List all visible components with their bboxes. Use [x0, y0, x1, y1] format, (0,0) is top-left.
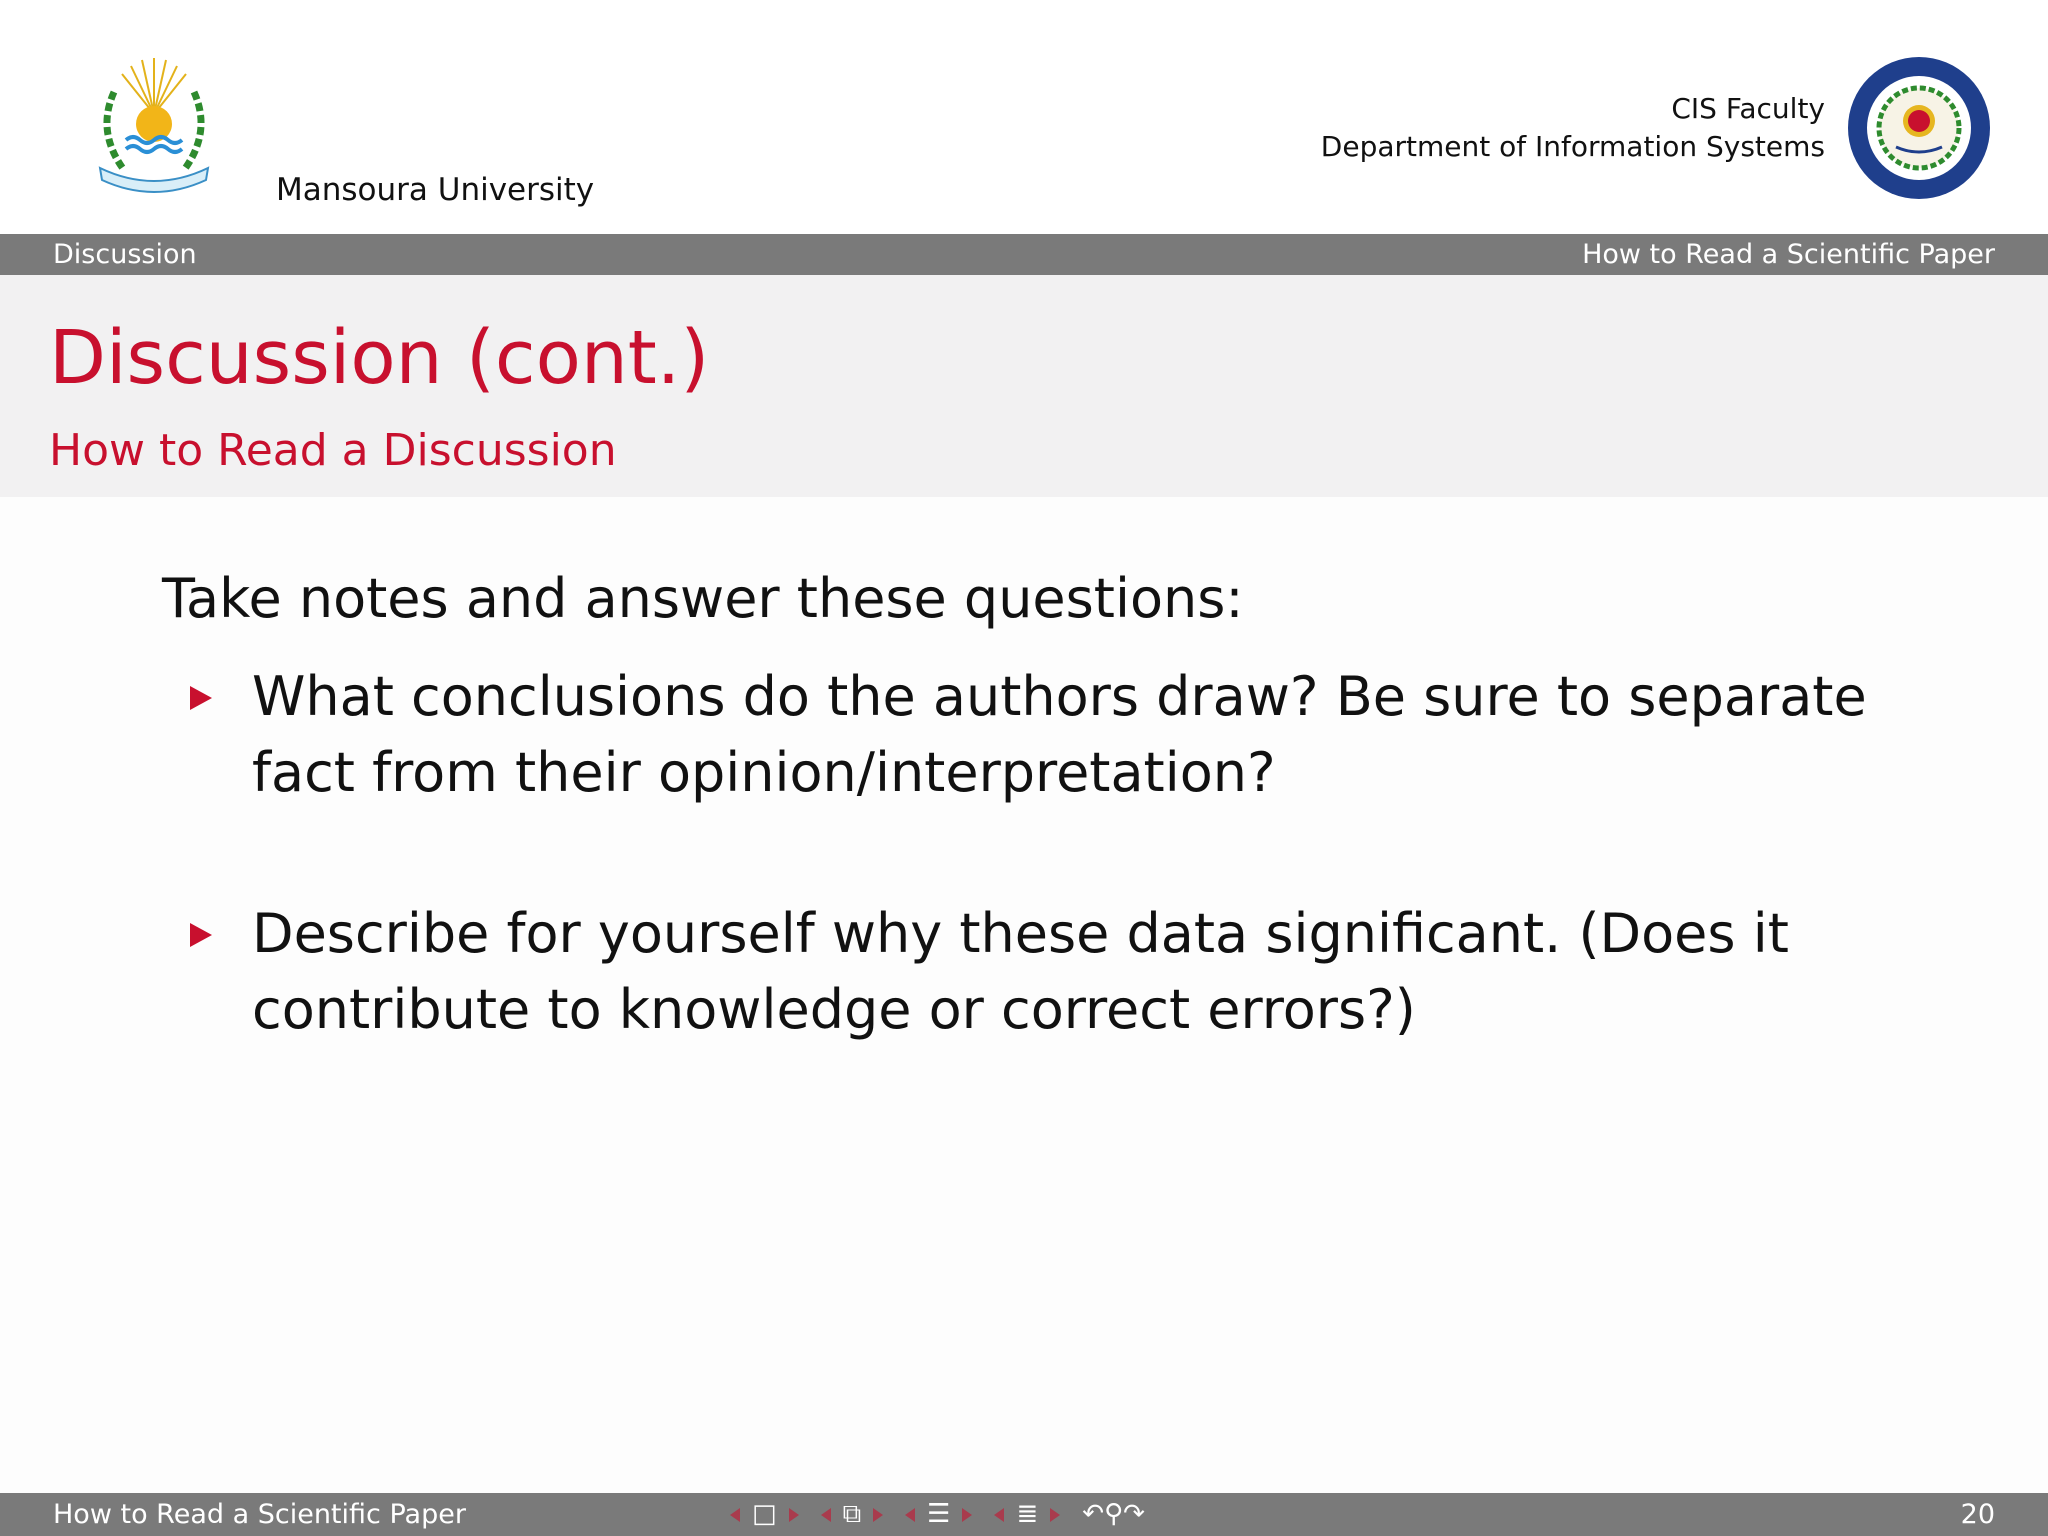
- document-icon[interactable]: ≣: [1016, 1499, 1039, 1529]
- cis-faculty-logo-icon: [1846, 55, 1992, 201]
- section-nav[interactable]: [905, 1493, 972, 1536]
- next-arrow-icon[interactable]: [873, 1508, 883, 1522]
- next-arrow-icon[interactable]: [1050, 1508, 1060, 1522]
- list-item: [190, 896, 1950, 1048]
- frame-subtitle: How to Read a Discussion: [49, 425, 617, 476]
- slide-header: [0, 0, 2048, 234]
- document-nav[interactable]: [994, 1493, 1060, 1536]
- current-section[interactable]: Discussion: [53, 239, 197, 270]
- bullet-triangle-icon: [190, 923, 212, 947]
- department-name: Department of Information Systems: [1320, 130, 1825, 163]
- frame-title-block: [0, 275, 2048, 497]
- frame-icon[interactable]: □: [752, 1499, 777, 1529]
- subsection-icon[interactable]: ⧉: [842, 1499, 862, 1529]
- section-icon[interactable]: ☰: [927, 1499, 951, 1529]
- page-number: 20: [1960, 1499, 1995, 1530]
- forward-icon[interactable]: ↷: [1123, 1499, 1145, 1529]
- question-list: [190, 659, 1950, 1048]
- faculty-name: CIS Faculty: [1671, 92, 1825, 125]
- next-arrow-icon[interactable]: [789, 1508, 799, 1522]
- intro-text: Take notes and answer these questions:: [162, 567, 1244, 630]
- search-icon[interactable]: ⚲: [1104, 1499, 1124, 1529]
- prev-arrow-icon[interactable]: [994, 1508, 1004, 1522]
- presentation-title[interactable]: How to Read a Scientific Paper: [1582, 239, 1995, 270]
- list-item-text: Describe for yourself why these data significant. (Does it contribute to knowledge or correct errors?): [252, 902, 1789, 1041]
- university-name: Mansoura University: [276, 172, 595, 208]
- frame-title: Discussion (cont.): [49, 315, 710, 401]
- subsection-nav[interactable]: [821, 1493, 884, 1536]
- next-arrow-icon[interactable]: [962, 1508, 972, 1522]
- mansoura-university-logo-icon: [84, 52, 224, 202]
- slide-content: [0, 497, 2048, 1493]
- back-icon[interactable]: ↶: [1082, 1499, 1105, 1529]
- footer-title: How to Read a Scientific Paper: [53, 1499, 466, 1530]
- frame-nav[interactable]: [730, 1493, 799, 1536]
- prev-arrow-icon[interactable]: [905, 1508, 915, 1522]
- navigation-symbols: [730, 1493, 1167, 1536]
- slide-footer: [0, 1493, 2048, 1536]
- faculty-info: [1321, 90, 1825, 166]
- section-navigation-bar: [0, 234, 2048, 275]
- list-item: [190, 659, 1950, 811]
- bullet-triangle-icon: [190, 686, 212, 710]
- prev-arrow-icon[interactable]: [730, 1508, 740, 1522]
- misc-nav[interactable]: [1082, 1493, 1145, 1536]
- prev-arrow-icon[interactable]: [821, 1508, 831, 1522]
- list-item-text: What conclusions do the authors draw? Be sure to separate fact from their opinion/interpretation?: [252, 665, 1867, 804]
